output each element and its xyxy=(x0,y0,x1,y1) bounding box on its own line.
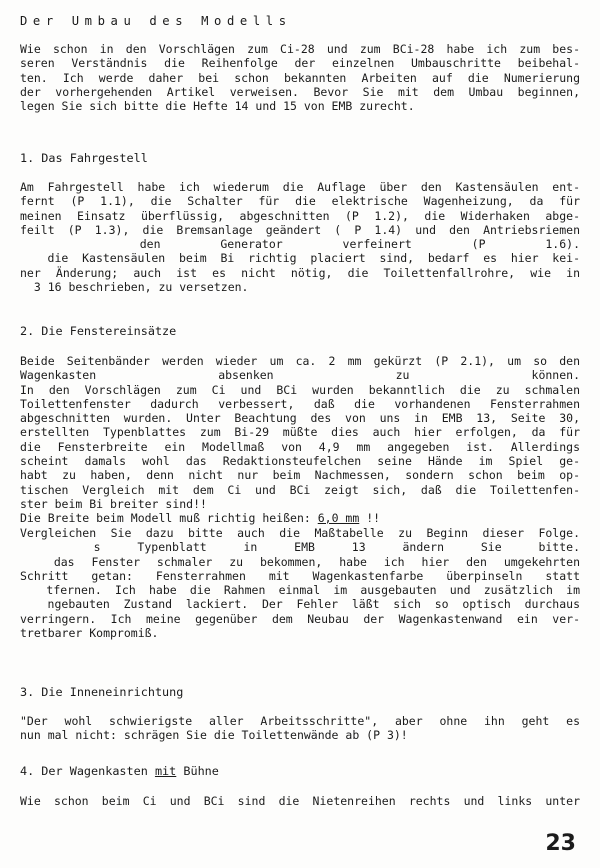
width-value: 6,0 mm xyxy=(317,511,360,525)
text-line: Beide Seitenbänder werden wieder um ca. 2 mm gekürzt (P 2.1), um so den xyxy=(20,354,580,368)
text-line: nun mal nicht: schrägen Sie die Toilettenwände ab (P 3)! xyxy=(20,728,408,743)
text-line: habt zu haben, denn nicht nur beim Nachmessen, sondern schon beim op- xyxy=(20,468,580,483)
text-line: fernt (P 1.1), die Schalter für die elektrische Wagenheizung, da für xyxy=(20,194,580,209)
intro-paragraph xyxy=(20,42,580,113)
text-line: scheint damals wohl das Redaktionsteufelchen seine Hände im Spiel ge- xyxy=(20,454,580,469)
text-line: Wie schon in den Vorschlägen zum Ci-28 und zum BCi-28 habe ich zum bes- xyxy=(20,42,580,56)
text-line: das Fenster schmaler zu bekommen, habe ich hier den umgekehrten xyxy=(20,554,580,569)
section-2-width-line xyxy=(20,511,580,525)
text-line: "Der wohl schwierigste aller Arbeitsschritte", aber ohne ihn geht es xyxy=(20,714,580,728)
text-line: Wagenkasten absenken zu können. xyxy=(20,368,580,383)
text-line: den Generator verfeinert (P 1.6). xyxy=(20,237,580,252)
text-line: feilt (P 1.3), die Bremsanlage geändert ( P 1.4) und den Antriebsriemen xyxy=(20,222,580,237)
text-line: Am Fahrgestell habe ich wiederum die Auflage über den Kastensäulen ent- xyxy=(20,180,580,194)
text-line: In den Vorschlägen zum Ci und BCi wurden bekanntlich die zu schmalen xyxy=(20,382,580,397)
text-line: der vorhergehenden Artikel verweisen. Bevor Sie mit dem Umbau beginnen, xyxy=(20,84,580,99)
text-line: ngebauten Zustand lackiert. Der Fehler läßt sich so optisch durchaus xyxy=(20,597,580,612)
page-number: 23 xyxy=(545,831,576,856)
width-line-prefix: Die Breite beim Modell muß richtig heißen: xyxy=(20,511,318,525)
section-3-paragraph xyxy=(20,714,580,743)
text-line: ner Änderung; auch ist es nicht nötig, die Toilettenfallrohre, wie in xyxy=(20,265,580,280)
section-3-title: 3. Die Inneneinrichtung xyxy=(20,685,184,699)
section-2-paragraph-continued xyxy=(20,526,580,640)
text-line: tretbarer Kompromiß. xyxy=(20,626,159,641)
section-2-paragraph xyxy=(20,354,580,511)
text-line: tischen Vergleich mit dem Ci und BCi zeigt sich, daß die Toilettenfen- xyxy=(20,482,580,497)
text-line: legen Sie sich bitte die Hefte 14 und 15 von EMB zurecht. xyxy=(20,99,415,114)
text-line: erstellten Typenblattes zum Bi-29 müßte dies auch hier erfolgen, da für xyxy=(20,425,580,440)
text-line: die Fensterbreite ein Modellmaß von 4,9 mm angegeben ist. Allerdings xyxy=(20,439,580,454)
text-line: Wie schon beim Ci und BCi sind die Nietenreihen rechts und links unter xyxy=(20,794,580,808)
text-line: s Typenblatt in EMB 13 ändern Sie bitte. xyxy=(20,540,580,555)
section-4-title-emphasis: mit xyxy=(154,764,177,778)
section-4-title xyxy=(20,764,219,778)
text-line: Vergleichen Sie dazu bitte auch die Maßtabelle zu Beginn dieser Folge. xyxy=(20,526,580,540)
width-line-suffix: !! xyxy=(359,511,381,525)
section-4-paragraph xyxy=(20,794,580,808)
section-1-title: 1. Das Fahrgestell xyxy=(20,151,148,165)
text-line: verringern. Ich meine gegenüber dem Neubau der Wagenkastenwand ein ver- xyxy=(20,611,580,626)
section-2-title: 2. Die Fenstereinsätze xyxy=(20,324,177,338)
text-line: 3 16 beschrieben, zu versetzen. xyxy=(20,280,249,295)
article-heading: Der Umbau des Modells xyxy=(20,14,292,28)
section-1-paragraph xyxy=(20,180,580,294)
section-4-title-suffix: Bühne xyxy=(176,764,219,778)
text-line: abgeschnitten wurden. Unter Beachtung des von uns in EMB 13, Seite 30, xyxy=(20,411,580,426)
text-line: ster beim Bi breiter sind!! xyxy=(20,496,207,511)
text-line: Toilettenfenster dadurch verbessert, daß die vorhandenen Fensterrahmen xyxy=(20,396,580,411)
text-line: ten. Ich werde daher bei schon bekannten Arbeiten auf die Numerierung xyxy=(20,70,580,85)
text-line: meinen Einsatz überflüssig, abgeschnitten (P 1.2), die Widerhaken abge- xyxy=(20,208,580,223)
text-line: Schritt getan: Fensterrahmen mit Wagenkastenfarbe überpinseln statt xyxy=(20,568,580,583)
text-line: die Kastensäulen beim Bi richtig placiert sind, bedarf es hier kei- xyxy=(20,251,580,266)
section-4-title-prefix: 4. Der Wagenkasten xyxy=(20,764,155,778)
text-line: seren Verständnis die Reihenfolge der einzelnen Umbauschritte beibehal- xyxy=(20,56,580,71)
text-line: tfernen. Ich habe die Rahmen einmal im ausgebauten und zusätzlich im xyxy=(20,583,580,598)
